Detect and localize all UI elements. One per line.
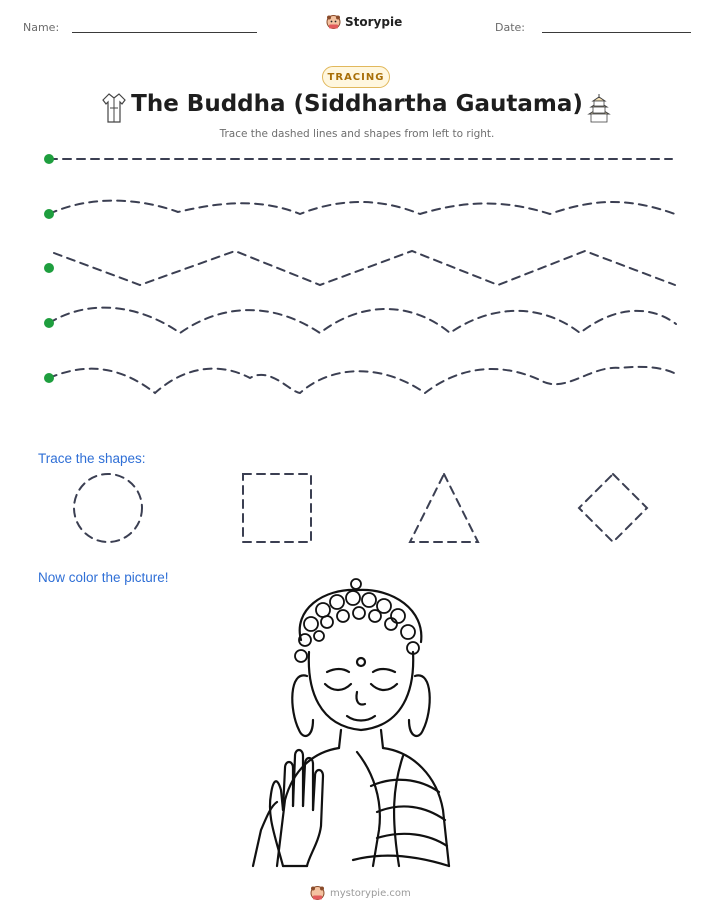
brand-name: Storypie	[345, 15, 403, 29]
storypie-logo-icon	[326, 14, 341, 30]
tracing-lines	[0, 140, 714, 400]
tracing-line-wave-1	[49, 201, 675, 214]
tracing-line-wave-2	[49, 308, 676, 333]
start-dot	[44, 373, 54, 383]
pagoda-icon	[586, 93, 612, 123]
start-dot	[44, 263, 54, 273]
color-heading: Now color the picture!	[38, 570, 169, 585]
tracing-badge: TRACING	[322, 66, 390, 88]
tracing-line-wave-3	[49, 367, 676, 393]
trace-circle	[74, 474, 142, 542]
robe-icon	[101, 92, 127, 124]
storypie-footer-icon	[310, 885, 325, 901]
start-dot	[44, 209, 54, 219]
trace-diamond	[579, 474, 647, 542]
trace-square	[243, 474, 311, 542]
brand-logo	[326, 14, 402, 30]
shapes-row	[0, 470, 714, 550]
start-dot	[44, 318, 54, 328]
footer-site[interactable]: mystorypie.com	[330, 887, 411, 899]
page-title: The Buddha (Siddhartha Gautama)	[131, 91, 583, 117]
buddha-coloring-picture	[253, 580, 453, 870]
footer	[310, 885, 411, 901]
date-line[interactable]	[542, 32, 691, 33]
date-label: Date:	[495, 21, 525, 34]
trace-triangle	[410, 474, 478, 542]
start-dot	[44, 154, 54, 164]
name-line[interactable]	[72, 32, 257, 33]
name-label: Name:	[23, 21, 60, 34]
instructions: Trace the dashed lines and shapes from left to right.	[219, 128, 495, 140]
shapes-heading: Trace the shapes:	[38, 451, 146, 466]
tracing-line-zigzag	[54, 251, 675, 285]
